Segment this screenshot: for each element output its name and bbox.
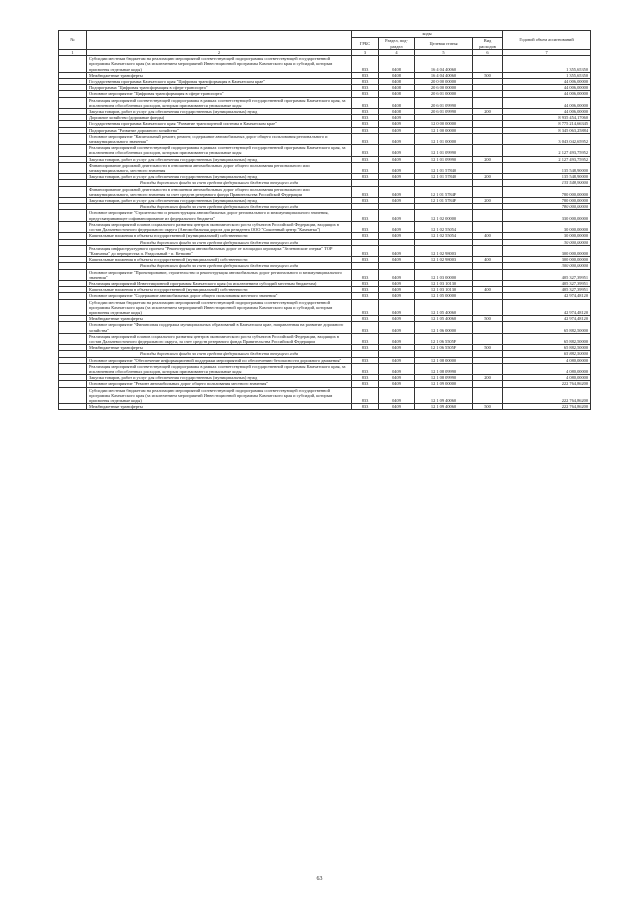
cell-number <box>59 133 87 144</box>
cell-target-article: 12 1 05 00000 <box>415 293 473 299</box>
cell-name: Реализация мероприятий Инвестиционной программы Камчатского края (за исключением субсидий местным бюджетам) <box>87 280 352 286</box>
cell-section: 0409 <box>379 127 415 133</box>
table-row <box>59 299 591 316</box>
cell-target-article: 12 1 00 00000 <box>415 127 473 133</box>
cell-number <box>59 186 87 197</box>
cell-target-article: 20 6 01 09990 <box>415 97 473 108</box>
cell-name: Расходы дорожного фонда за счет средств федерального бюджета текущего года <box>87 180 352 186</box>
header-number: № <box>59 31 87 50</box>
cell-section: 0408 <box>379 109 415 115</box>
cell-grbs: 833 <box>352 56 379 73</box>
cell-expense-type <box>473 333 503 344</box>
cell-grbs: 833 <box>352 322 379 333</box>
cell-expense-type: 200 <box>473 375 503 381</box>
cell-name: Финансирование дорожной деятельности в отношении автомобильных дорог общего пользования регионального или межмуниципального, местного значения за счет средств резервного фонда Правительства Российской Федерации <box>87 186 352 197</box>
cell-name: Основное мероприятие "Строительство и реконструкция автомобильных дорог регионального и межмуниципального значения, предусматривающее софинансирование из федерального бюджета" <box>87 210 352 221</box>
cell-section: 0409 <box>379 293 415 299</box>
cell-amount: 3 043 042,65952 <box>503 133 591 144</box>
cell-number <box>59 145 87 156</box>
cell-target-article: 12 1 08 09990 <box>415 375 473 381</box>
cell-target-article: 16 4 04 40060 <box>415 72 473 78</box>
table-row <box>59 133 591 144</box>
cell-amount: 4 080,00000 <box>503 363 591 374</box>
cell-name: Основное мероприятие "Капитальный ремонт, ремонт, содержание автомобильных дорог общего пользования регионального и межмуниципального значения" <box>87 133 352 144</box>
cell-grbs: 833 <box>352 299 379 316</box>
cell-target-article: 12 1 02 98003 <box>415 245 473 256</box>
cell-amount: 44 006,00000 <box>503 79 591 85</box>
cell-name: Капитальные вложения в объекты государственной (муниципальной) собственности <box>87 257 352 263</box>
cell-amount: 8 935 454,17060 <box>503 115 591 121</box>
cell-expense-type <box>473 322 503 333</box>
cell-name: Государственная программа Камчатского края "Развитие транспортной системы в Камчатском крае" <box>87 121 352 127</box>
table-row <box>59 404 591 410</box>
cell-grbs: 833 <box>352 121 379 127</box>
column-number: 5 <box>415 50 473 56</box>
cell-amount: 300 000,00000 <box>503 263 591 269</box>
cell-target-article: 16 4 04 40060 <box>415 56 473 73</box>
table-row <box>59 269 591 280</box>
cell-section: 0409 <box>379 245 415 256</box>
cell-name: Расходы дорожного фонда за счет средств федерального бюджета текущего года <box>87 263 352 269</box>
cell-expense-type <box>473 186 503 197</box>
cell-expense-type <box>473 221 503 232</box>
cell-section: 0409 <box>379 375 415 381</box>
cell-name: Расходы дорожного фонда за счет средств федерального бюджета текущего года <box>87 204 352 210</box>
cell-expense-type <box>473 97 503 108</box>
cell-amount: 44 006,00000 <box>503 97 591 108</box>
cell-section: 0409 <box>379 316 415 322</box>
cell-target-article: 12 1 01 57840 <box>415 162 473 173</box>
cell-expense-type: 400 <box>473 257 503 263</box>
cell-expense-type <box>473 269 503 280</box>
cell-grbs: 833 <box>352 404 379 410</box>
cell-grbs: 833 <box>352 109 379 115</box>
cell-target-article: 12 1 01 09990 <box>415 145 473 156</box>
cell-target-article: 12 1 06 00000 <box>415 322 473 333</box>
page-number: 63 <box>316 876 323 882</box>
cell-name: Капитальные вложения в объекты государственной (муниципальной) собственности <box>87 233 352 239</box>
cell-number <box>59 210 87 221</box>
table-row <box>59 221 591 232</box>
table-row <box>59 387 591 404</box>
cell-section: 0409 <box>379 333 415 344</box>
cell-section: 0409 <box>379 404 415 410</box>
cell-target-article: 12 1 03 10130 <box>415 280 473 286</box>
cell-section: 0408 <box>379 79 415 85</box>
cell-name: Закупка товаров, работ и услуг для обеспечения государственных (муниципальных) нужд <box>87 198 352 204</box>
cell-expense-type: 500 <box>473 345 503 351</box>
cell-amount: 30 000,00000 <box>503 221 591 232</box>
cell-amount: 1 355,65350 <box>503 72 591 78</box>
cell-section: 0409 <box>379 287 415 293</box>
cell-name: Межбюджетные трансферты <box>87 404 352 410</box>
cell-name: Закупка товаров, работ и услуг для обеспечения государственных (муниципальных) нужд <box>87 109 352 115</box>
cell-number <box>59 269 87 280</box>
cell-name: Финансирование дорожной деятельности в отношении автомобильных дорог общего пользования регионального или межмуниципального, местного значения <box>87 162 352 173</box>
cell-amount: 65 882,50000 <box>503 345 591 351</box>
header-expense-type: Вид расходов <box>473 38 503 50</box>
cell-name: Межбюджетные трансферты <box>87 345 352 351</box>
cell-name: Субсидии местным бюджетам на реализацию мероприятий соответствующей подпрограммы соответствующей государственной программы Камчатского края (за исключением мероприятий Инвестиционной программы Камчатского края и субсидий, которым присвоены отдельные коды) <box>87 56 352 73</box>
cell-expense-type <box>473 299 503 316</box>
table-row <box>59 333 591 344</box>
cell-grbs: 833 <box>352 293 379 299</box>
cell-section: 0408 <box>379 85 415 91</box>
cell-grbs: 833 <box>352 245 379 256</box>
cell-section: 0408 <box>379 97 415 108</box>
cell-grbs: 833 <box>352 375 379 381</box>
cell-section: 0409 <box>379 280 415 286</box>
cell-expense-type <box>473 245 503 256</box>
header-annual-sum: Годовой объем ассигнований <box>503 31 591 50</box>
cell-name: Реализация мероприятий соответствующей подпрограммы в рамках соответствующей государственной программы Камчатского края, за исключением обособленных расходов, которым присваиваются уникальные коды <box>87 363 352 374</box>
cell-section: 0409 <box>379 174 415 180</box>
cell-target-article: 12 1 01 5784F <box>415 186 473 197</box>
cell-target-article: 12 1 08 09990 <box>415 363 473 374</box>
cell-number <box>59 162 87 173</box>
cell-expense-type: 500 <box>473 72 503 78</box>
cell-amount: 2 127 493,75952 <box>503 145 591 156</box>
cell-target-article: 12 1 02 55054 <box>415 233 473 239</box>
cell-amount: 65 882,50000 <box>503 351 591 357</box>
cell-expense-type: 200 <box>473 156 503 162</box>
cell-section: 0409 <box>379 322 415 333</box>
cell-target-article: 12 1 09 40060 <box>415 387 473 404</box>
cell-target-article: 12 1 05 40060 <box>415 316 473 322</box>
cell-grbs: 833 <box>352 72 379 78</box>
cell-name: Межбюджетные трансферты <box>87 72 352 78</box>
cell-grbs: 833 <box>352 174 379 180</box>
cell-target-article: 12 1 02 55054 <box>415 221 473 232</box>
cell-target-article: 12 1 03 00000 <box>415 269 473 280</box>
cell-expense-type: 200 <box>473 174 503 180</box>
cell-grbs: 833 <box>352 316 379 322</box>
cell-amount: 4 080,00000 <box>503 357 591 363</box>
table-row <box>59 245 591 256</box>
cell-amount: 222 764,86200 <box>503 404 591 410</box>
cell-expense-type <box>473 133 503 144</box>
budget-document <box>58 30 590 410</box>
cell-number <box>59 363 87 374</box>
cell-name: Реализация мероприятий соответствующей подпрограммы в рамках соответствующей государственной программы Камчатского края, за исключением обособленных расходов, которым присваиваются уникальные коды <box>87 145 352 156</box>
cell-target-article: 12 1 01 00000 <box>415 133 473 144</box>
cell-grbs: 833 <box>352 85 379 91</box>
cell-amount: 65 882,50000 <box>503 333 591 344</box>
cell-section: 0409 <box>379 233 415 239</box>
cell-number <box>59 221 87 232</box>
cell-target-article: 12 1 09 40060 <box>415 404 473 410</box>
cell-amount: 405 327,39951 <box>503 280 591 286</box>
cell-amount: 42 974,48120 <box>503 293 591 299</box>
cell-expense-type: 200 <box>473 109 503 115</box>
cell-name: Основное мероприятие "Содержание автомобильных дорог общего пользования местного значения" <box>87 293 352 299</box>
cell-section: 0409 <box>379 162 415 173</box>
cell-expense-type: 200 <box>473 198 503 204</box>
cell-amount: 2 127 493,75952 <box>503 156 591 162</box>
cell-grbs: 833 <box>352 186 379 197</box>
cell-name: Реализация мероприятий соответствующей подпрограммы в рамках соответствующей государственной программы Камчатского края, за исключением обособленных расходов, которым присваиваются уникальные коды <box>87 97 352 108</box>
table-row <box>59 97 591 108</box>
table-row <box>59 322 591 333</box>
cell-section: 0409 <box>379 210 415 221</box>
column-number: 6 <box>473 50 503 56</box>
cell-amount: 780 000,00000 <box>503 186 591 197</box>
cell-number <box>59 333 87 344</box>
cell-section: 0409 <box>379 381 415 387</box>
cell-expense-type <box>473 387 503 404</box>
cell-grbs: 833 <box>352 221 379 232</box>
cell-name: Закупка товаров, работ и услуг для обеспечения государственных (муниципальных) нужд <box>87 375 352 381</box>
cell-amount: 42 974,48120 <box>503 299 591 316</box>
cell-expense-type: 500 <box>473 404 503 410</box>
header-section: Раздел, под- раздел <box>379 38 415 50</box>
cell-name: Основное мероприятие "Обеспечение информационной поддержки мероприятий по обеспечению безопасности дорожного движения" <box>87 357 352 363</box>
cell-name: Основное мероприятие "Финансовая поддержка муниципальных образований в Камчатском крае, направленная на развитие дорожного хозяйства" <box>87 322 352 333</box>
column-number: 2 <box>87 50 352 56</box>
cell-expense-type <box>473 56 503 73</box>
cell-expense-type: 500 <box>473 316 503 322</box>
cell-number <box>59 299 87 316</box>
cell-target-article: 12 1 01 09990 <box>415 156 473 162</box>
cell-name: Основное мероприятие "Проектирование, строительство и реконструкция автомобильных дорог регионального и межмуниципального значения" <box>87 269 352 280</box>
cell-section: 0409 <box>379 145 415 156</box>
cell-grbs: 833 <box>352 145 379 156</box>
cell-target-article: 12 1 02 98003 <box>415 257 473 263</box>
cell-target-article: 12 1 02 00000 <box>415 210 473 221</box>
cell-name: Межбюджетные трансферты <box>87 316 352 322</box>
header-codes: коды <box>352 31 503 38</box>
cell-grbs: 833 <box>352 269 379 280</box>
column-number: 7 <box>503 50 591 56</box>
cell-section: 0409 <box>379 133 415 144</box>
cell-amount: 222 764,86200 <box>503 387 591 404</box>
cell-name: Подпрограмма "Цифровая трансформация в сфере транспорта" <box>87 85 352 91</box>
cell-amount: 135 548,90000 <box>503 180 591 186</box>
cell-target-article: 12 1 06 5505F <box>415 333 473 344</box>
cell-expense-type <box>473 210 503 221</box>
cell-amount: 42 974,48120 <box>503 316 591 322</box>
cell-number <box>59 245 87 256</box>
cell-grbs: 833 <box>352 162 379 173</box>
cell-name: Субсидии местным бюджетам на реализацию мероприятий соответствующей подпрограммы соответствующей государственной программы Камчатского края (за исключением мероприятий Инвестиционной программы Камчатского края и субсидий, которым присвоены отдельные коды) <box>87 387 352 404</box>
cell-section: 0408 <box>379 56 415 73</box>
cell-section: 0409 <box>379 198 415 204</box>
cell-section: 0409 <box>379 186 415 197</box>
cell-name: Реализация мероприятий планов социального развития центров экономического роста субъектов Российской Федерации, входящих в состав Дальневосточного федерального округа, за счет средств резервного фонда Правительства Российской Федерации <box>87 333 352 344</box>
cell-amount: 405 327,39951 <box>503 287 591 293</box>
cell-section: 0409 <box>379 269 415 280</box>
cell-section: 0409 <box>379 156 415 162</box>
cell-name: Подпрограмма "Развитие дорожного хозяйства" <box>87 127 352 133</box>
cell-name: Субсидии местным бюджетам на реализацию мероприятий соответствующей подпрограммы соответствующей государственной программы Камчатского края (за исключением мероприятий Инвестиционной программы Камчатского края и субсидий, которым присвоены отдельные коды) <box>87 299 352 316</box>
cell-amount: 30 000,00000 <box>503 239 591 245</box>
cell-amount: 780 000,00000 <box>503 198 591 204</box>
cell-grbs: 833 <box>352 198 379 204</box>
cell-grbs: 833 <box>352 156 379 162</box>
cell-grbs: 833 <box>352 79 379 85</box>
cell-amount: 300 000,00000 <box>503 257 591 263</box>
header-grbs: ГРБС <box>352 38 379 50</box>
cell-grbs: 833 <box>352 233 379 239</box>
cell-number <box>59 97 87 108</box>
cell-number <box>59 404 87 410</box>
cell-number <box>59 56 87 73</box>
column-number: 1 <box>59 50 87 56</box>
cell-section: 0408 <box>379 72 415 78</box>
cell-amount: 405 327,39951 <box>503 269 591 280</box>
cell-section: 0408 <box>379 91 415 97</box>
column-number: 3 <box>352 50 379 56</box>
cell-name: Реализация инфраструктурного проекта "Реконструкция автомобильных дорог от площадки агропарка "Зеленовские озерки" ТОР "Камчатка" до перекрестка п. Раздольный - п. Кеткино" <box>87 245 352 256</box>
cell-section: 0409 <box>379 345 415 351</box>
cell-grbs: 833 <box>352 115 379 121</box>
cell-expense-type <box>473 162 503 173</box>
cell-name: Государственная программа Камчатского края "Цифровая трансформация в Камчатском крае" <box>87 79 352 85</box>
cell-target-article: 12 1 09 00000 <box>415 381 473 387</box>
cell-section: 0409 <box>379 257 415 263</box>
table-row <box>59 162 591 173</box>
cell-amount: 300 000,00000 <box>503 245 591 256</box>
cell-section: 0409 <box>379 121 415 127</box>
cell-expense-type <box>473 145 503 156</box>
table-header <box>59 31 591 56</box>
cell-grbs: 833 <box>352 127 379 133</box>
cell-grbs: 833 <box>352 97 379 108</box>
cell-amount: 135 548,90000 <box>503 174 591 180</box>
cell-amount: 44 006,00000 <box>503 91 591 97</box>
cell-grbs: 833 <box>352 333 379 344</box>
table-row <box>59 186 591 197</box>
table-row <box>59 56 591 73</box>
cell-grbs: 833 <box>352 280 379 286</box>
header-target-article: Целевая статья <box>415 38 473 50</box>
cell-amount: 44 006,00000 <box>503 109 591 115</box>
cell-amount: 30 000,00000 <box>503 233 591 239</box>
cell-grbs: 833 <box>352 381 379 387</box>
budget-table <box>58 30 591 410</box>
cell-target-article: 12 1 01 57840 <box>415 174 473 180</box>
table-row <box>59 210 591 221</box>
cell-section: 0409 <box>379 221 415 232</box>
cell-name: Закупка товаров, работ и услуг для обеспечения государственных (муниципальных) нужд <box>87 156 352 162</box>
cell-section: 0409 <box>379 363 415 374</box>
cell-target-article: 12 1 08 00000 <box>415 357 473 363</box>
cell-number <box>59 387 87 404</box>
cell-amount: 330 000,00000 <box>503 210 591 221</box>
cell-number <box>59 322 87 333</box>
cell-target-article: 12 1 03 10130 <box>415 287 473 293</box>
cell-target-article: 12 1 06 5505F <box>415 345 473 351</box>
cell-name: Дорожное хозяйство (дорожные фонды) <box>87 115 352 121</box>
cell-expense-type <box>473 363 503 374</box>
cell-name: Расходы дорожного фонда за счет средств федерального бюджета текущего года <box>87 239 352 245</box>
cell-name: Закупка товаров, работ и услуг для обеспечения государственных (муниципальных) нужд <box>87 174 352 180</box>
cell-amount: 1 355,65350 <box>503 56 591 73</box>
cell-amount: 8 345 063,25884 <box>503 127 591 133</box>
cell-grbs: 833 <box>352 345 379 351</box>
cell-grbs: 833 <box>352 287 379 293</box>
cell-section: 0409 <box>379 299 415 316</box>
cell-grbs: 833 <box>352 363 379 374</box>
cell-name: Расходы дорожного фонда за счет средств федерального бюджета текущего года <box>87 351 352 357</box>
cell-name: Основное мероприятие "Цифровая трансформация в сфере транспорта" <box>87 91 352 97</box>
cell-target-article: 20 6 01 09990 <box>415 109 473 115</box>
cell-grbs: 833 <box>352 257 379 263</box>
cell-amount: 780 000,00000 <box>503 204 591 210</box>
cell-grbs: 833 <box>352 210 379 221</box>
cell-target-article: 12 1 05 40060 <box>415 299 473 316</box>
cell-target-article: 20 6 01 00000 <box>415 91 473 97</box>
table-body <box>59 56 591 410</box>
cell-grbs: 833 <box>352 91 379 97</box>
column-number: 4 <box>379 50 415 56</box>
cell-section: 0409 <box>379 387 415 404</box>
cell-name: Реализация мероприятий планов социального развития центров экономического роста субъектов Российской Федерации, входящих в состав Дальневосточного федерального округа (Автомобильная дорога для резидента ООО "Сокоенный центр "Камчатка") <box>87 221 352 232</box>
cell-grbs: 833 <box>352 387 379 404</box>
cell-section: 0409 <box>379 357 415 363</box>
table-row <box>59 363 591 374</box>
cell-expense-type: 400 <box>473 287 503 293</box>
cell-target-article: 20 0 00 00000 <box>415 79 473 85</box>
header-name <box>87 31 352 50</box>
cell-target-article: 12 1 01 5784F <box>415 198 473 204</box>
cell-target-article: 12 0 00 00000 <box>415 121 473 127</box>
table-row <box>59 145 591 156</box>
cell-grbs: 833 <box>352 357 379 363</box>
cell-name: Основное мероприятие "Ремонт автомобильных дорог общего пользования местного значения" <box>87 381 352 387</box>
cell-amount: 222 764,86200 <box>503 381 591 387</box>
cell-amount: 65 882,50000 <box>503 322 591 333</box>
cell-target-article: 20 6 00 00000 <box>415 85 473 91</box>
cell-amount: 135 548,90000 <box>503 162 591 173</box>
cell-amount: 8 775 214,66345 <box>503 121 591 127</box>
cell-amount: 4 080,00000 <box>503 375 591 381</box>
cell-name: Капитальные вложения в объекты государственной (муниципальной) собственности <box>87 287 352 293</box>
cell-section: 0409 <box>379 115 415 121</box>
cell-expense-type: 400 <box>473 233 503 239</box>
cell-amount: 44 006,00000 <box>503 85 591 91</box>
cell-grbs: 833 <box>352 133 379 144</box>
